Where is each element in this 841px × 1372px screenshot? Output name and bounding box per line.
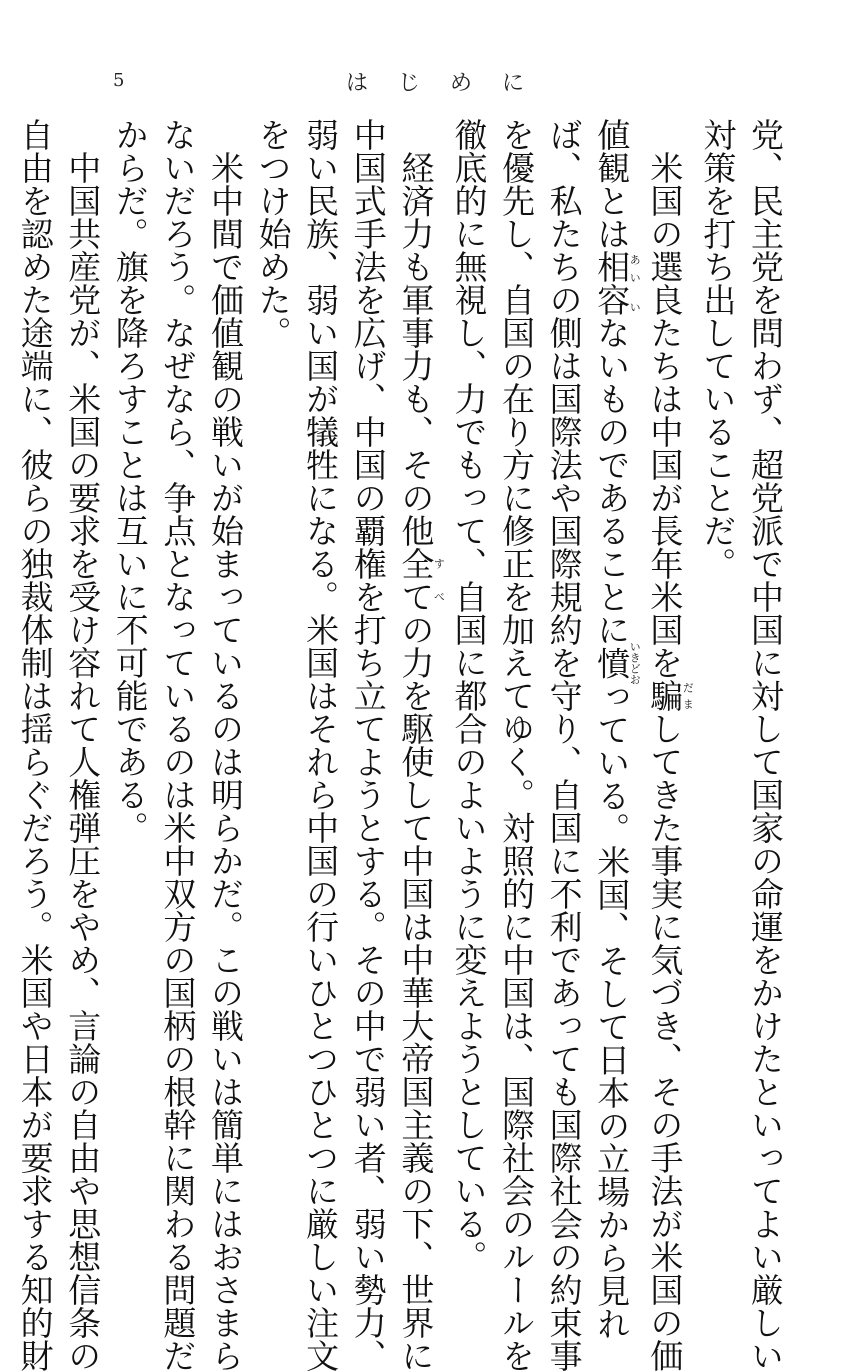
text-segment: 値観とは bbox=[592, 118, 632, 250]
ruby-base: 騙 bbox=[645, 679, 685, 712]
text-line: 中国式手法を広げ、中国の覇権を打ち立てようとする。その中で弱い者、弱い勢力、 bbox=[348, 118, 388, 1372]
ruby-reading: あい い bbox=[628, 250, 642, 316]
text-line bbox=[641, 118, 695, 1372]
text-line: 対策を打ち出していることだ。 bbox=[698, 118, 738, 580]
ruby-base: 相容 bbox=[592, 250, 632, 316]
text-line: ば、私たちの側は国際法や国際規約を守り、自国に不利であっても国際社会の約束事 bbox=[544, 118, 584, 1372]
text-line: 弱い民族、弱い国が犠牲になる。米国はそれら中国の行いひとつひとつに厳しい注文 bbox=[301, 118, 341, 1372]
ruby-reading: すべ bbox=[432, 547, 446, 613]
text-line: 中国共産党が、米国の要求を受け容れて人権弾圧をやめ、言論の自由や思想信条の bbox=[63, 118, 103, 1372]
text-segment: ないものであることに bbox=[592, 316, 632, 646]
text-line: からだ。旗を降ろすことは互いに不可能である。 bbox=[110, 118, 150, 844]
body-text bbox=[15, 118, 789, 1372]
text-line: 自由を認めた途端に、彼らの独裁体制は揺らぐだろう。米国や日本が要求する知的財 bbox=[15, 118, 55, 1372]
text-line: を優先し、自国の在り方に修正を加えてゆく。対照的に中国は、国際社会のルールを bbox=[497, 118, 537, 1372]
text-line bbox=[392, 118, 446, 1372]
text-segment: 経済力も軍事力も、その他 bbox=[396, 118, 436, 547]
ruby-word bbox=[592, 250, 642, 316]
text-line bbox=[588, 118, 642, 1340]
ruby-base: 全て bbox=[396, 547, 436, 613]
text-segment: っている。米国、そして日本の立場から見れ bbox=[592, 680, 632, 1340]
text-line: 党、民主党を問わず、超党派で中国に対して国家の命運をかけたといってよい厳しい bbox=[746, 118, 785, 1372]
ruby-reading: だま bbox=[681, 679, 695, 712]
ruby-word bbox=[592, 641, 642, 685]
text-line: 徹底的に無視し、力でもって、自国に都合のよいように変えようとしている。 bbox=[449, 118, 489, 1273]
text-line: ないだろう。なぜなら、争点となっているのは米中双方の国柄の根幹に関わる問題だ bbox=[158, 118, 198, 1372]
text-segment: の力を駆使して中国は中華大帝国主義の下、世界に bbox=[396, 613, 436, 1372]
ruby-base: 憤 bbox=[592, 641, 632, 685]
text-line: をつけ始めた。 bbox=[253, 118, 293, 349]
page-number: 5 bbox=[113, 70, 125, 91]
text-segment: 米国の選良たちは中国が長年米国を bbox=[645, 118, 685, 679]
text-segment: してきた事実に気づき、その手法が米国の価 bbox=[645, 712, 685, 1372]
ruby-word bbox=[645, 679, 695, 712]
running-title: はじめに bbox=[346, 71, 555, 96]
text-line: 米中間で価値観の戦いが始まっているのは明らかだ。この戦いは簡単にはおさまら bbox=[205, 118, 245, 1372]
ruby-word bbox=[396, 547, 446, 613]
ruby-reading: いきどお bbox=[628, 641, 642, 685]
